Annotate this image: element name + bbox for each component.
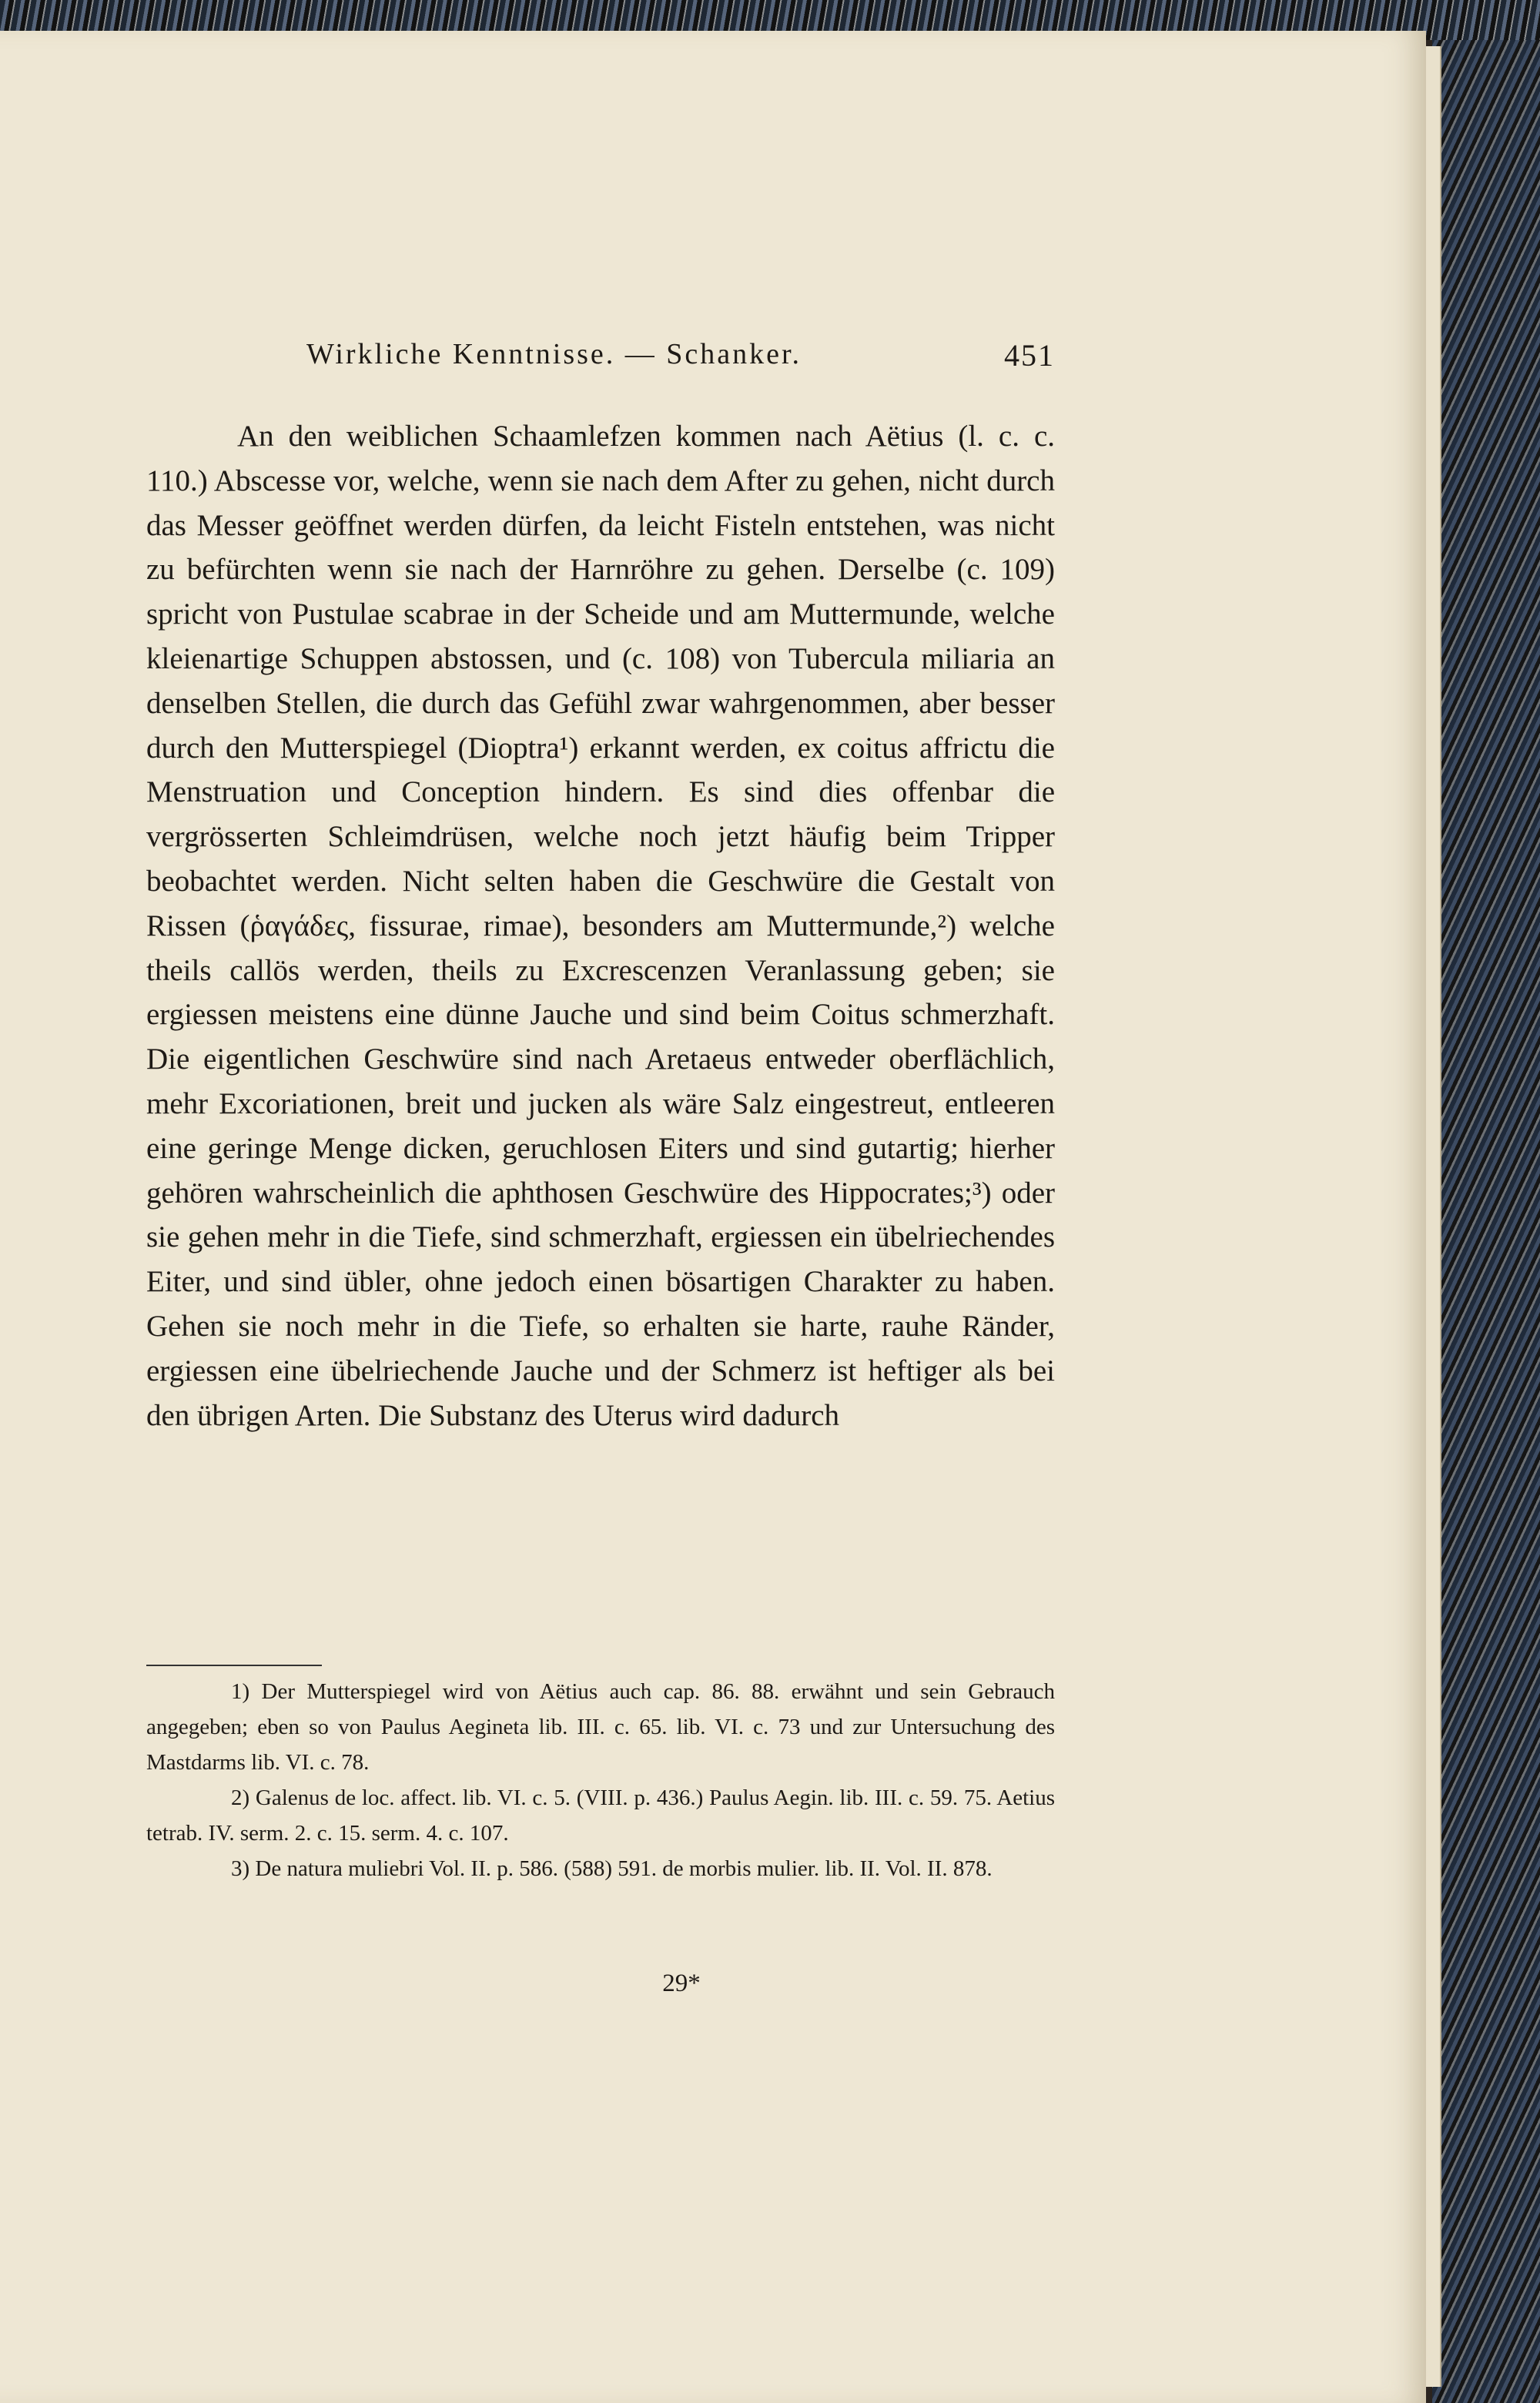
signature-mark: 29* (662, 1970, 701, 1997)
footnote-1: 1) Der Mutterspiegel wird von Aëtius auch cap. 86. 88. erwähnt und sein Gebrauch angegeben; eben so von Paulus Aegineta lib. III. c. 65. lib. VI. c. 73 und zur Untersuchung des Mastdarms lib. VI. c. 78. (146, 1679, 1055, 1775)
page-number: 451 (1004, 338, 1055, 373)
main-text (146, 414, 1055, 1437)
running-title: Wirkliche Kenntnisse. — Schanker. (306, 338, 802, 370)
signature-mark-row (146, 1970, 1055, 1998)
footnote-3: 3) De natura muliebri Vol. II. p. 586. (588) 591. de morbis mulier. lib. II. Vol. II. 878. (231, 1856, 993, 1881)
footnote-2: 2) Galenus de loc. affect. lib. VI. c. 5. (VIII. p. 436.) Paulus Aegin. lib. III. c. 59. 75. Aetius tetrab. IV. serm. 2. c. 15. serm. 4. c. 107. (146, 1786, 1055, 1846)
book-page (0, 31, 1426, 2403)
running-header (146, 337, 1055, 383)
body-paragraph: An den weiblichen Schaamlefzen kommen nach Aëtius (l. c. c. 110.) Abscesse vor, welche, wenn sie nach dem After zu gehen, nicht durch das Messer geöffnet werden dürfen, da leicht Fisteln entstehen, was nicht zu befürchten wenn sie nach der Harnröhre zu gehen. Derselbe (c. 109) spricht von Pustulae scabrae in der Scheide und am Muttermunde, welche kleienartige Schuppen abstossen, und (c. 108) von Tubercula miliaria an denselben Stellen, die durch das Gefühl zwar wahrgenommen, aber besser durch den Mutterspiegel (Dioptra¹) erkannt werden, ex coitus affrictu die Menstruation und Conception hindern. Es sind dies offenbar die vergrösserten Schleimdrüsen, welche noch jetzt häufig beim Tripper beobachtet werden. Nicht selten haben die Geschwüre die Gestalt von Rissen (ῥαγάδες, fissurae, rimae), besonders am Muttermunde,²) welche theils callös werden, theils zu Excrescenzen Veranlassung geben; sie ergiessen meistens eine dünne Jauche und sind beim Coitus schmerzhaft. Die eigentlichen Geschwüre sind nach Aretaeus entweder oberflächlich, mehr Excoriationen, breit und jucken als wäre Salz eingestreut, entleeren eine geringe Menge dicken, geruchlosen Eiters und sind gutartig; hierher gehören wahrscheinlich die aphthosen Geschwüre des Hippocrates;³) oder sie gehen mehr in die Tiefe, sind schmerzhaft, ergiessen ein übelriechendes Eiter, und sind übler, ohne jedoch einen bösartigen Charakter zu haben. Gehen sie noch mehr in die Tiefe, so erhalten sie harte, rauhe Ränder, ergiessen eine übelriechende Jauche und der Schmerz ist heftiger als bei den übrigen Arten. Die Substanz des Uterus wird dadurch (146, 420, 1055, 1432)
marbled-book-edge (1432, 0, 1540, 2403)
footnotes (146, 1674, 1055, 1886)
footnote-rule (146, 1665, 322, 1666)
